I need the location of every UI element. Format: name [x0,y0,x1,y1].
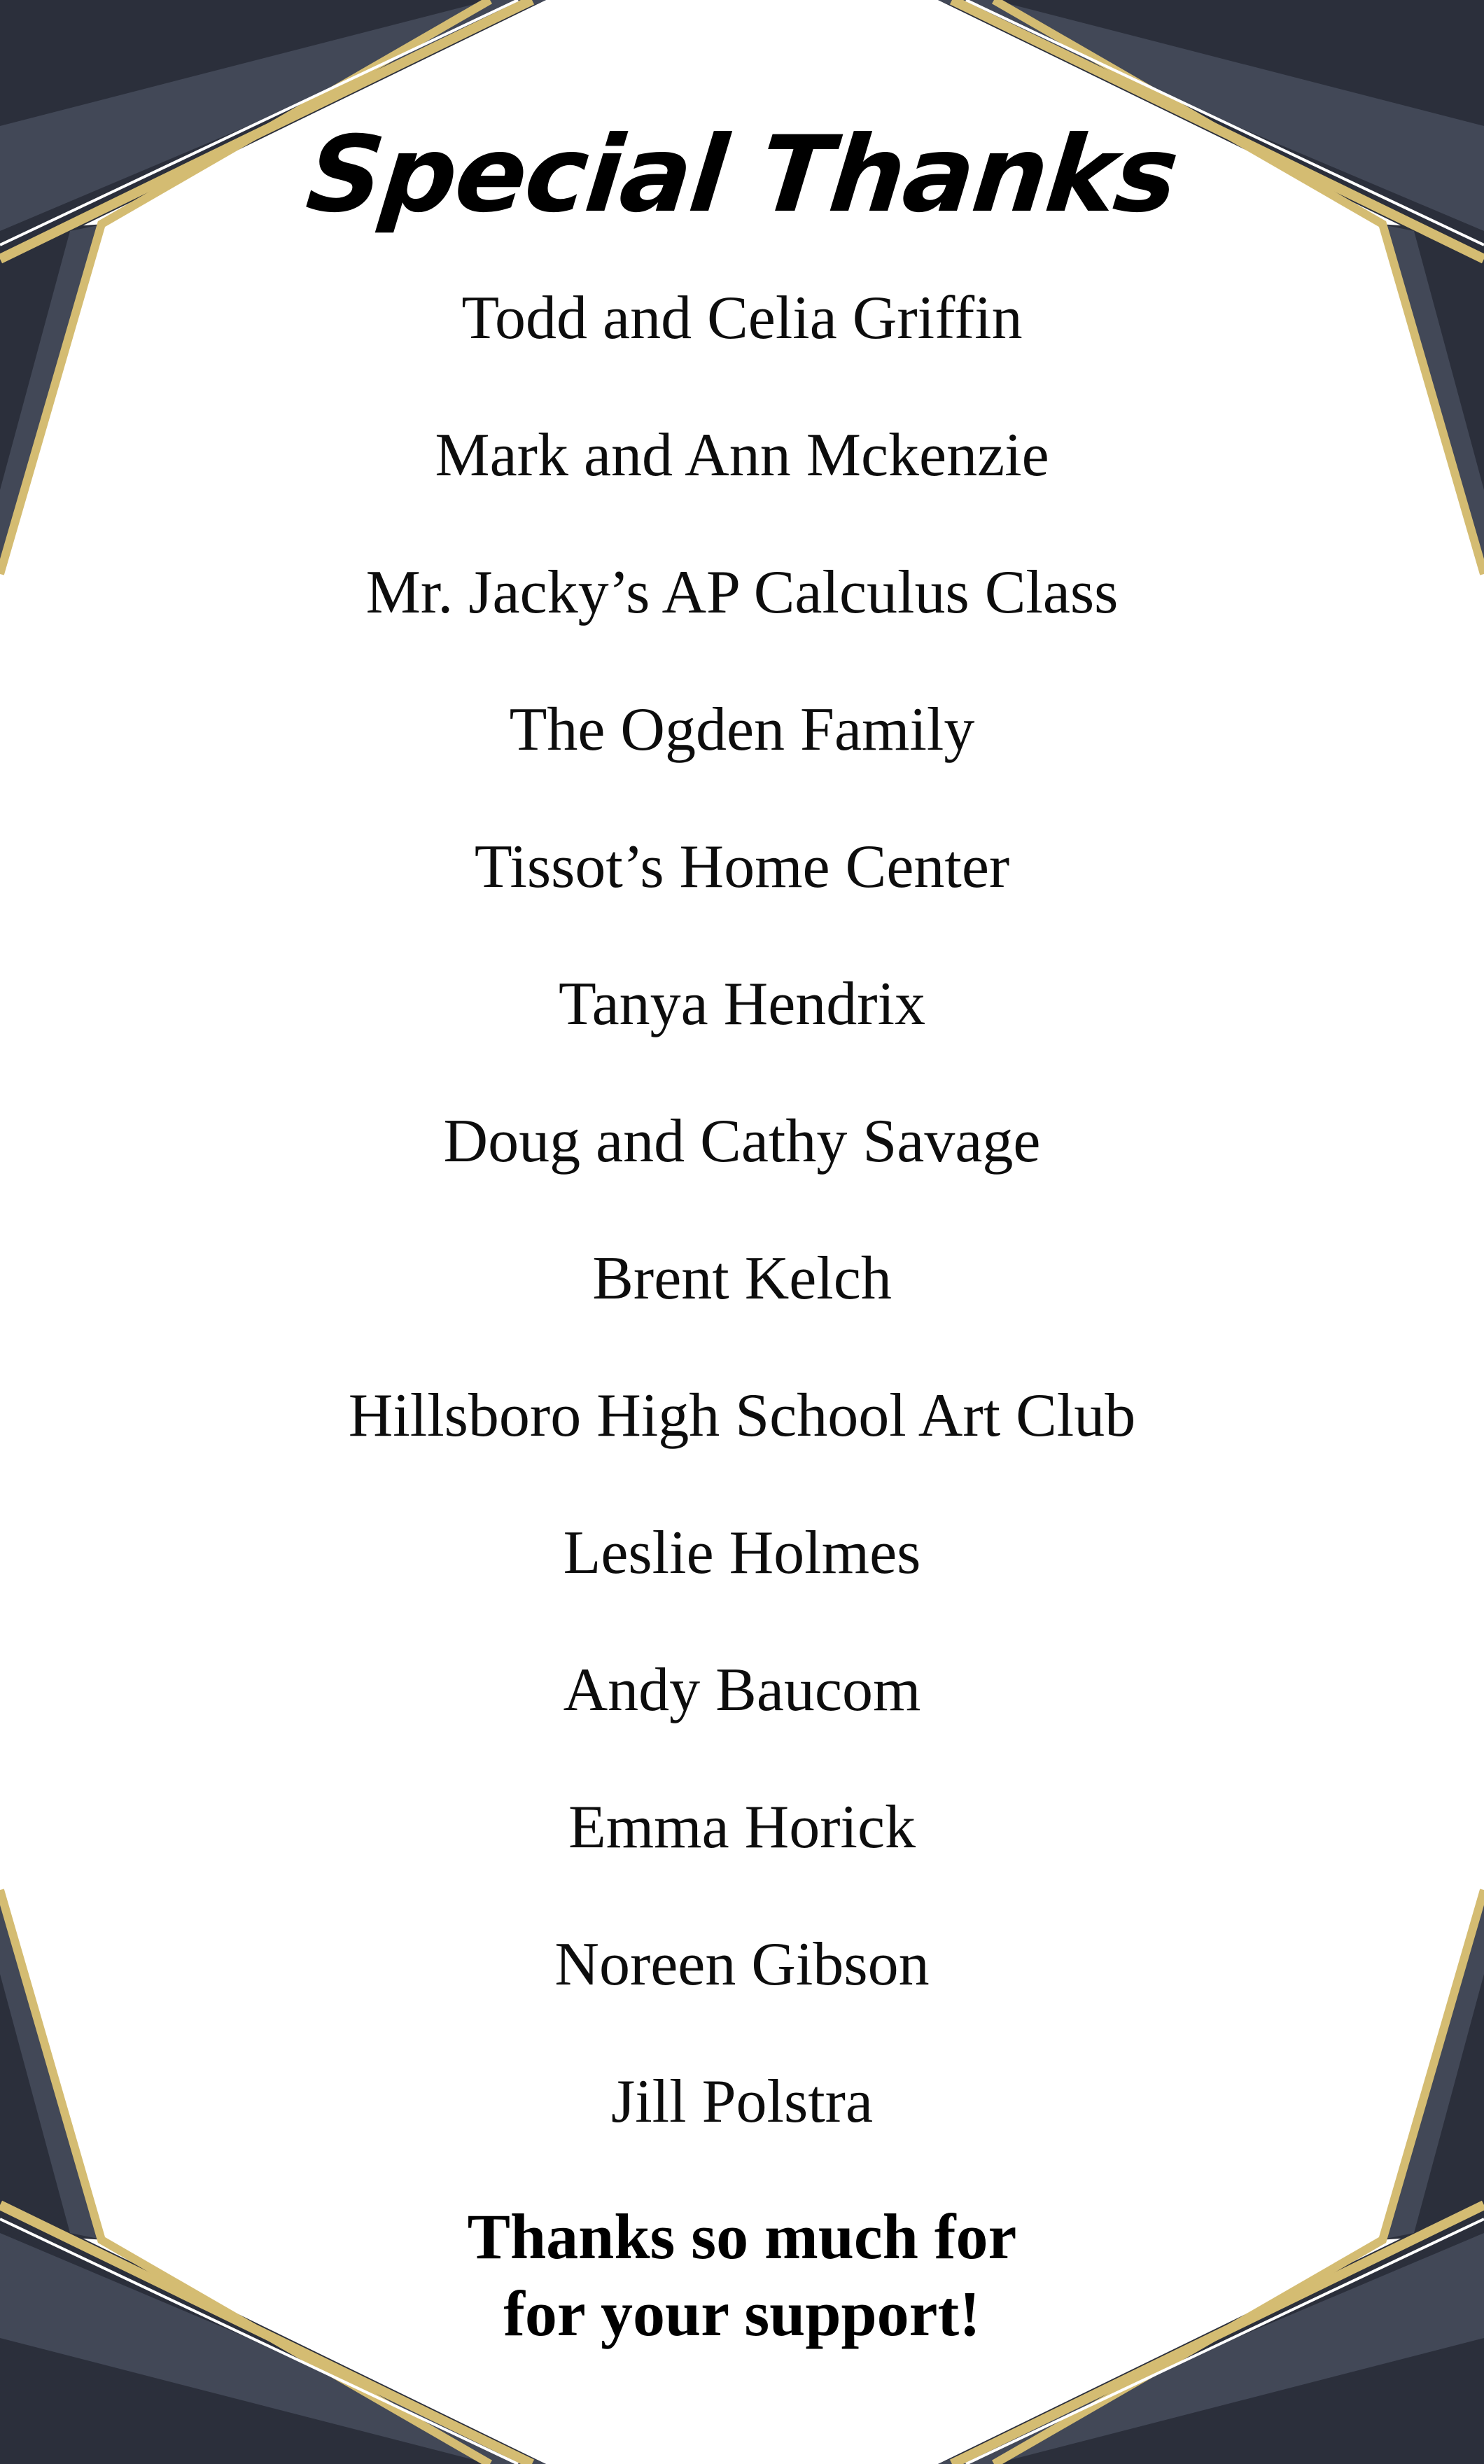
closing-line-1: Thanks so much for [467,2201,1017,2272]
thanks-name-3: Mr. Jacky’s AP Calculus Class [365,559,1119,626]
thanks-name-14: Jill Polstra [610,2068,874,2136]
page-title: Special Thanks [301,114,1183,236]
closing-message [0,2198,1484,2352]
thanks-name-2: Mark and Ann Mckenzie [435,421,1049,489]
thanks-name-5: Tissot’s Home Center [474,833,1010,901]
thanks-name-6: Tanya Hendrix [558,970,926,1038]
thanks-name-1: Todd and Celia Griffin [461,284,1023,352]
thanks-name-8: Brent Kelch [592,1245,892,1312]
thanks-name-7: Doug and Cathy Savage [443,1107,1041,1175]
thanks-name-12: Emma Horick [568,1793,916,1861]
thanks-name-9: Hillsboro High School Art Club [348,1382,1136,1450]
thanks-name-13: Noreen Gibson [554,1931,930,1998]
closing-line-2: for your support! [503,2278,981,2349]
thanks-name-10: Leslie Holmes [563,1519,921,1587]
thanks-name-4: The Ogden Family [509,696,975,764]
thanks-name-11: Andy Baucom [563,1656,921,1724]
